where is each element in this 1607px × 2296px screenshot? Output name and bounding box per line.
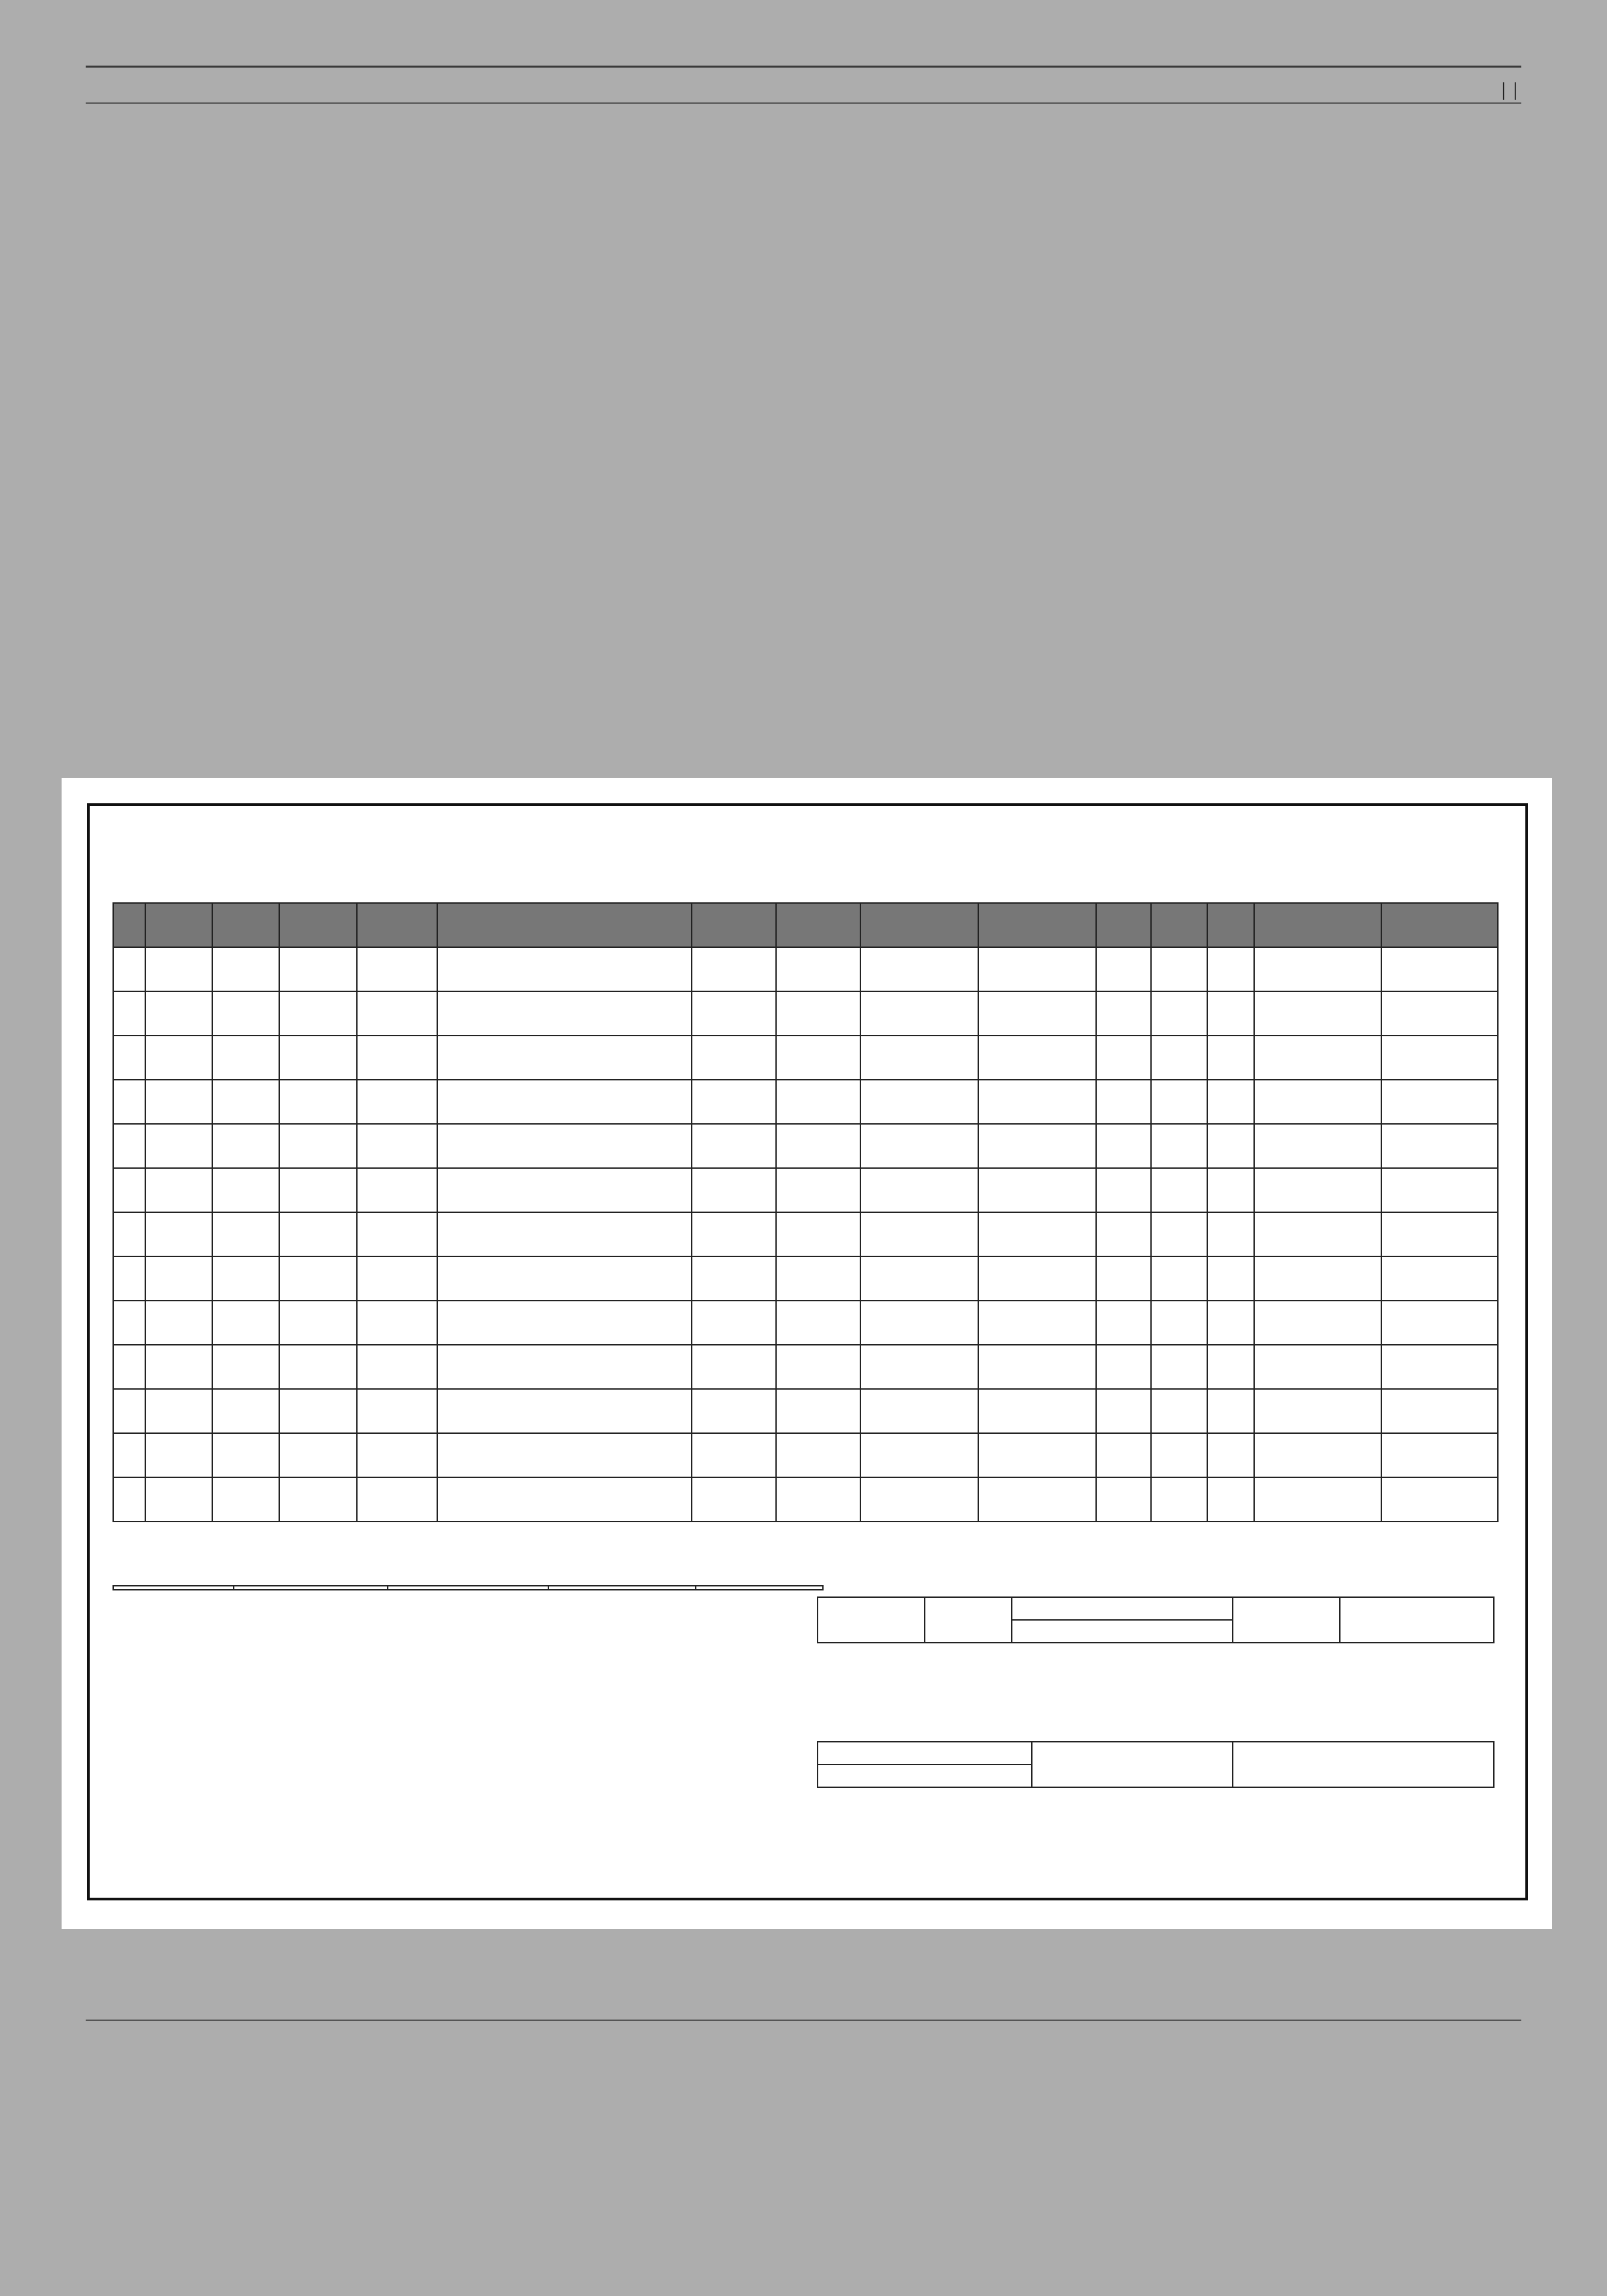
table-cell	[1254, 1256, 1381, 1301]
table-cell	[279, 1168, 357, 1212]
column-header	[234, 1586, 388, 1590]
table-cell	[212, 1168, 279, 1212]
table-cell	[692, 1212, 776, 1256]
table-cell	[1381, 1256, 1498, 1301]
road-id	[818, 1597, 925, 1643]
table-cell	[357, 1345, 437, 1389]
table-cell	[212, 1036, 279, 1080]
table-row	[113, 1212, 1498, 1256]
table-cell	[978, 947, 1096, 991]
table-cell	[776, 1301, 860, 1345]
table-cell	[113, 947, 145, 991]
table-cell	[437, 1080, 692, 1124]
table-cell	[145, 1036, 212, 1080]
table-cell	[860, 1477, 978, 1522]
table-cell	[978, 1345, 1096, 1389]
table-cell	[692, 1124, 776, 1168]
road-route	[1233, 1597, 1340, 1643]
table-cell	[357, 1080, 437, 1124]
table-cell	[279, 1080, 357, 1124]
road-vertices	[925, 1597, 1012, 1643]
table-cell	[1151, 1168, 1207, 1212]
table-row	[113, 1036, 1498, 1080]
table-cell	[437, 947, 692, 991]
table-cell	[776, 1433, 860, 1477]
table-cell	[437, 1212, 692, 1256]
table-cell	[279, 1389, 357, 1433]
table-cell	[113, 1080, 145, 1124]
table-cell	[1151, 1345, 1207, 1389]
table-cell	[145, 1477, 212, 1522]
table-row	[818, 1742, 1494, 1765]
table-cell	[212, 1433, 279, 1477]
table-cell	[1381, 1389, 1498, 1433]
table-cell	[860, 1036, 978, 1080]
road-height	[1340, 1597, 1494, 1643]
table-cell	[1381, 1168, 1498, 1212]
table-cell	[978, 1477, 1096, 1522]
properties-table	[112, 902, 1499, 1522]
table-cell	[145, 1433, 212, 1477]
table-cell	[357, 1036, 437, 1080]
table-cell	[1151, 1256, 1207, 1301]
table-cell	[978, 1389, 1096, 1433]
table-cell	[692, 1036, 776, 1080]
table-cell	[212, 947, 279, 991]
table-cell	[145, 1389, 212, 1433]
table-cell	[279, 991, 357, 1036]
table-row	[113, 1256, 1498, 1301]
roads-table	[817, 1597, 1495, 1643]
table-cell	[1381, 1124, 1498, 1168]
table-cell	[145, 1301, 212, 1345]
table-cell	[776, 1080, 860, 1124]
table-cell	[860, 1301, 978, 1345]
table-cell	[776, 991, 860, 1036]
table-row	[818, 1597, 1494, 1620]
table-cell	[1381, 1433, 1498, 1477]
table-cell	[1381, 1080, 1498, 1124]
table-cell	[437, 1345, 692, 1389]
table-cell	[279, 1433, 357, 1477]
crossings-table	[112, 1585, 824, 1590]
table-cell	[437, 1389, 692, 1433]
table-cell	[776, 947, 860, 991]
table-cell	[776, 1168, 860, 1212]
table-cell	[1207, 1212, 1254, 1256]
column-header	[1151, 903, 1207, 947]
table-cell	[860, 947, 978, 991]
column-header	[696, 1586, 823, 1590]
table-cell	[776, 1124, 860, 1168]
table-cell	[1096, 1212, 1151, 1256]
table-cell	[1207, 1389, 1254, 1433]
table-cell	[1254, 1477, 1381, 1522]
table-cell	[279, 1212, 357, 1256]
column-header	[1381, 903, 1498, 947]
table-cell	[1096, 1080, 1151, 1124]
table-cell	[1096, 1168, 1151, 1212]
table-cell	[692, 1477, 776, 1522]
table-row	[113, 1301, 1498, 1345]
table-cell	[212, 1080, 279, 1124]
table-cell	[1151, 947, 1207, 991]
table-cell	[437, 1477, 692, 1522]
table-row	[113, 991, 1498, 1036]
column-header	[212, 903, 279, 947]
page-header	[86, 66, 1521, 104]
table-cell	[1207, 991, 1254, 1036]
table-cell	[279, 1477, 357, 1522]
table-cell	[279, 1036, 357, 1080]
table-cell	[978, 991, 1096, 1036]
column-header	[145, 903, 212, 947]
table-cell	[860, 1080, 978, 1124]
table-cell	[1096, 1345, 1151, 1389]
table-cell	[776, 1345, 860, 1389]
table-cell	[1381, 991, 1498, 1036]
table-cell	[1151, 1433, 1207, 1477]
table-cell	[978, 1433, 1096, 1477]
road-structure	[1012, 1620, 1233, 1643]
table-cell	[776, 1477, 860, 1522]
table-cell	[113, 1301, 145, 1345]
table-cell	[1254, 1212, 1381, 1256]
legal-notice	[62, 778, 1552, 1929]
table-header-row	[113, 903, 1498, 947]
table-cell	[860, 1389, 978, 1433]
pipeline-structure	[818, 1742, 1032, 1765]
table-cell	[437, 1124, 692, 1168]
table-cell	[1151, 1124, 1207, 1168]
table-cell	[1096, 1256, 1151, 1301]
table-cell	[978, 1168, 1096, 1212]
road-structure	[1012, 1597, 1233, 1620]
table-cell	[860, 1124, 978, 1168]
table-cell	[437, 1168, 692, 1212]
table-cell	[776, 1212, 860, 1256]
notice-intro	[463, 811, 1495, 814]
table-cell	[212, 1124, 279, 1168]
table-cell	[212, 1256, 279, 1301]
table-cell	[113, 1124, 145, 1168]
table-cell	[1096, 1433, 1151, 1477]
table-cell	[113, 1168, 145, 1212]
table-cell	[1254, 1345, 1381, 1389]
article-paragraph	[1302, 139, 1521, 162]
table-row	[113, 1433, 1498, 1477]
article-column-1	[86, 450, 307, 453]
column-header	[1207, 903, 1254, 947]
column-header	[1096, 903, 1151, 947]
table-cell	[1096, 1389, 1151, 1433]
table-cell	[776, 1256, 860, 1301]
table-cell	[1151, 1212, 1207, 1256]
table-cell	[113, 1256, 145, 1301]
table-cell	[279, 1345, 357, 1389]
table-cell	[1096, 1124, 1151, 1168]
table-cell	[113, 991, 145, 1036]
table-cell	[860, 1168, 978, 1212]
column-header	[776, 903, 860, 947]
table-cell	[1381, 947, 1498, 991]
table-cell	[113, 1036, 145, 1080]
table-row	[113, 1080, 1498, 1124]
table-cell	[145, 991, 212, 1036]
table-row	[113, 1168, 1498, 1212]
table-cell	[1254, 947, 1381, 991]
table-cell	[1151, 1036, 1207, 1080]
table-cell	[357, 1433, 437, 1477]
column-header	[860, 903, 978, 947]
table-cell	[1381, 1301, 1498, 1345]
table-cell	[357, 1212, 437, 1256]
table-cell	[692, 1301, 776, 1345]
table-cell	[113, 1389, 145, 1433]
table-cell	[212, 991, 279, 1036]
table-cell	[145, 1345, 212, 1389]
table-cell	[145, 947, 212, 991]
table-cell	[978, 1036, 1096, 1080]
table-cell	[692, 947, 776, 991]
table-cell	[437, 1256, 692, 1301]
masthead: | |	[1501, 80, 1517, 100]
table-cell	[1151, 1301, 1207, 1345]
table-cell	[279, 1124, 357, 1168]
table-cell	[1096, 1301, 1151, 1345]
table-cell	[357, 1389, 437, 1433]
table-cell	[212, 1301, 279, 1345]
table-cell	[1381, 1212, 1498, 1256]
table-cell	[860, 991, 978, 1036]
table-cell	[145, 1124, 212, 1168]
table-cell	[1096, 1036, 1151, 1080]
table-cell	[860, 1433, 978, 1477]
table-cell	[978, 1301, 1096, 1345]
table-cell	[692, 1080, 776, 1124]
table-cell	[145, 1080, 212, 1124]
table-cell	[860, 1345, 978, 1389]
table-cell	[1207, 1168, 1254, 1212]
column-header	[113, 1586, 234, 1590]
table-cell	[212, 1212, 279, 1256]
table-cell	[1207, 1080, 1254, 1124]
table-cell	[1207, 1256, 1254, 1301]
table-cell	[145, 1168, 212, 1212]
table-cell	[357, 947, 437, 991]
table-cell	[978, 1256, 1096, 1301]
table-cell	[1207, 1301, 1254, 1345]
table-cell	[776, 1036, 860, 1080]
table-row	[113, 947, 1498, 991]
table-cell	[357, 1124, 437, 1168]
table-cell	[1254, 991, 1381, 1036]
table-cell	[1254, 1124, 1381, 1168]
table-row	[113, 1345, 1498, 1389]
column-header	[548, 1586, 696, 1590]
column-header	[388, 1586, 548, 1590]
table-cell	[1254, 1080, 1381, 1124]
table-row	[113, 1389, 1498, 1433]
table-cell	[692, 991, 776, 1036]
table-cell	[776, 1389, 860, 1433]
table-cell	[1254, 1036, 1381, 1080]
table-cell	[978, 1124, 1096, 1168]
table-cell	[1207, 1036, 1254, 1080]
table-cell	[1096, 1477, 1151, 1522]
table-cell	[1096, 991, 1151, 1036]
table-cell	[437, 1301, 692, 1345]
table-cell	[212, 1345, 279, 1389]
table-row	[113, 1477, 1498, 1522]
table-cell	[357, 1301, 437, 1345]
table-cell	[692, 1168, 776, 1212]
table-cell	[1207, 1433, 1254, 1477]
table-cell	[357, 1256, 437, 1301]
column-header	[113, 903, 145, 947]
table-cell	[978, 1212, 1096, 1256]
table-cell	[279, 947, 357, 991]
page-bottom-rule	[86, 2020, 1521, 2021]
article-column-6	[1302, 139, 1521, 162]
table-cell	[692, 1256, 776, 1301]
table-cell	[1381, 1345, 1498, 1389]
table-cell	[1254, 1433, 1381, 1477]
table-cell	[692, 1345, 776, 1389]
pipeline-owner	[1233, 1742, 1494, 1787]
column-header	[279, 903, 357, 947]
table-cell	[357, 1168, 437, 1212]
table-cell	[1096, 947, 1151, 991]
table-cell	[279, 1301, 357, 1345]
column-header	[437, 903, 692, 947]
table-cell	[1151, 1080, 1207, 1124]
table-cell	[1151, 1389, 1207, 1433]
table-cell	[1207, 1477, 1254, 1522]
table-cell	[279, 1256, 357, 1301]
table-cell	[113, 1345, 145, 1389]
table-cell	[1254, 1301, 1381, 1345]
table-cell	[1381, 1036, 1498, 1080]
pipeline-table	[817, 1742, 1495, 1788]
table-cell	[212, 1477, 279, 1522]
table-cell	[145, 1212, 212, 1256]
table-cell	[113, 1477, 145, 1522]
table-cell	[437, 1036, 692, 1080]
table-cell	[1151, 1477, 1207, 1522]
table-cell	[1207, 1124, 1254, 1168]
table-cell	[978, 1080, 1096, 1124]
column-header	[357, 903, 437, 947]
table-cell	[357, 991, 437, 1036]
table-cell	[860, 1212, 978, 1256]
table-cell	[437, 991, 692, 1036]
table-cell	[860, 1256, 978, 1301]
pipeline-installation	[1032, 1742, 1233, 1787]
table-cell	[1254, 1168, 1381, 1212]
table-cell	[113, 1212, 145, 1256]
column-header	[978, 903, 1096, 947]
table-cell	[1381, 1477, 1498, 1522]
table-cell	[145, 1256, 212, 1301]
table-cell	[1207, 947, 1254, 991]
table-cell	[692, 1433, 776, 1477]
pipeline-structure	[818, 1765, 1032, 1787]
table-cell	[1207, 1345, 1254, 1389]
column-header	[1254, 903, 1381, 947]
table-cell	[357, 1477, 437, 1522]
table-cell	[437, 1433, 692, 1477]
table-cell	[1151, 991, 1207, 1036]
table-row	[113, 1124, 1498, 1168]
column-header	[692, 903, 776, 947]
table-cell	[113, 1433, 145, 1477]
table-cell	[212, 1389, 279, 1433]
table-cell	[1254, 1389, 1381, 1433]
table-cell	[692, 1389, 776, 1433]
